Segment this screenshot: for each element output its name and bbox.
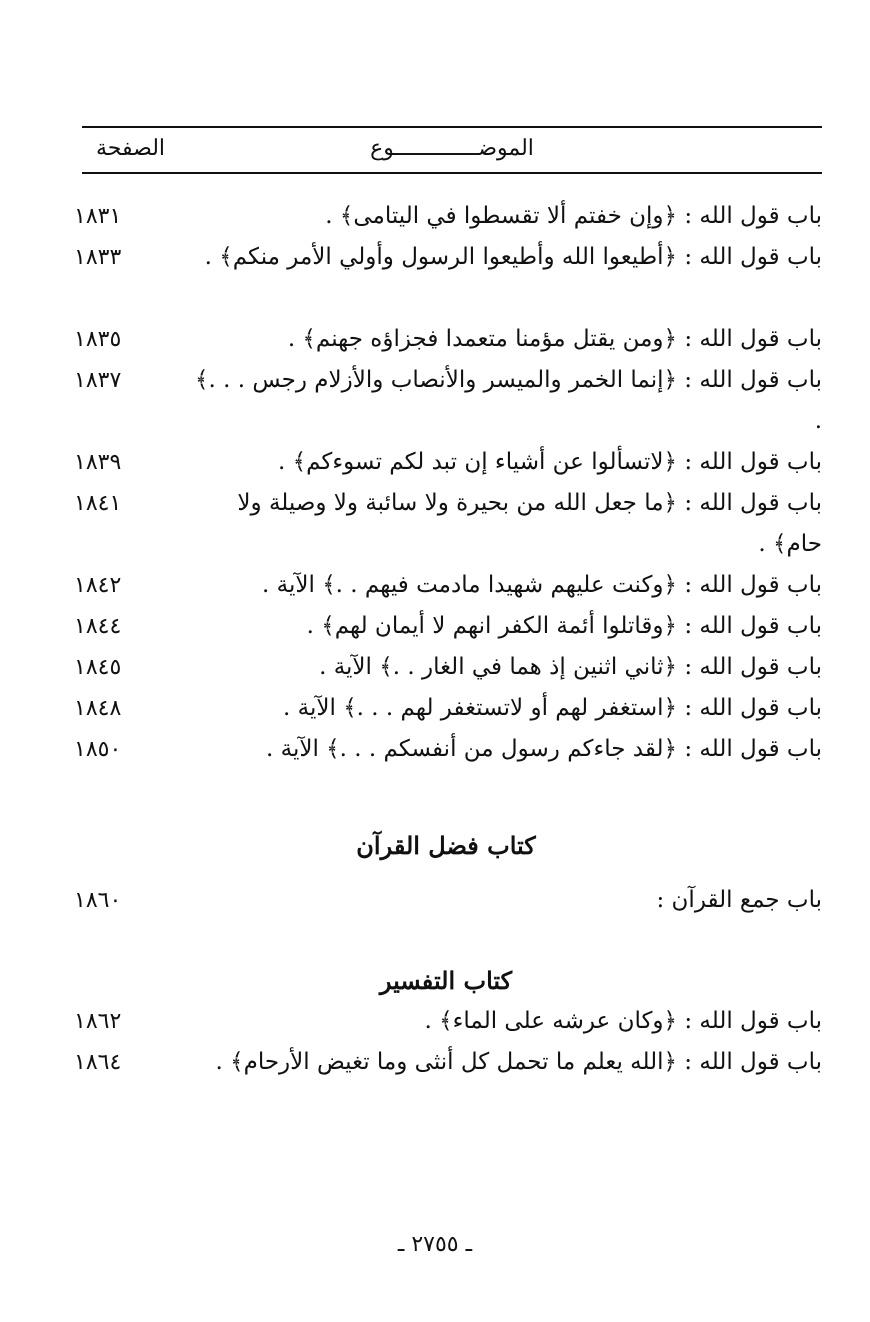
index-entry bbox=[70, 565, 822, 606]
entry-page: ١٨٤٢ bbox=[74, 573, 122, 598]
entry-page: ١٨٣٣ bbox=[74, 245, 122, 270]
entry-text: باب قول الله : ﴿ومن يقتل مؤمنا متعمدا فجزاؤه جهنم﴾ . bbox=[287, 326, 822, 352]
index-entry bbox=[70, 880, 822, 921]
index-entry bbox=[70, 237, 822, 319]
index-entry bbox=[70, 1001, 822, 1042]
entry-text: باب جمع القرآن : bbox=[656, 887, 822, 913]
entry-text: باب قول الله : ﴿وقاتلوا أئمة الكفر انهم لا أيمان لهم﴾ . bbox=[306, 613, 822, 639]
index-entry bbox=[70, 729, 822, 770]
book-title: كتاب التفسير bbox=[379, 966, 513, 995]
entry-text: باب قول الله : ﴿الله يعلم ما تحمل كل أنثى وما تغيض الأرحام﴾ . bbox=[215, 1049, 822, 1075]
entry-text: باب قول الله : ﴿إنما الخمر والميسر والأنصاب والأزلام رجس . . .﴾ . bbox=[195, 367, 822, 434]
entry-page: ١٨٤١ bbox=[74, 491, 122, 516]
index-content bbox=[70, 196, 822, 1124]
index-entry bbox=[70, 483, 822, 565]
entry-text: باب قول الله : ﴿ثاني اثنين إذ هما في الغار . .﴾ الآية . bbox=[319, 654, 822, 680]
entry-text: باب قول الله : ﴿لاتسألوا عن أشياء إن تبد لكم تسوءكم﴾ . bbox=[278, 449, 822, 475]
book-title: كتاب فضل القرآن bbox=[356, 831, 536, 860]
index-entry bbox=[70, 442, 822, 483]
entry-page: ١٨٣٧ bbox=[74, 368, 122, 393]
entry-page: ١٨٤٨ bbox=[74, 696, 122, 721]
entry-text: باب قول الله : ﴿أطيعوا الله وأطيعوا الرسول وأولي الأمر منكم﴾ . bbox=[204, 244, 822, 270]
entry-page: ١٨٣٥ bbox=[74, 327, 122, 352]
entry-text: باب قول الله : ﴿وإن خفتم ألا تقسطوا في اليتامى﴾ . bbox=[325, 203, 822, 229]
table-header bbox=[82, 126, 822, 174]
index-entry bbox=[70, 196, 822, 237]
entry-text: باب قول الله : ﴿وكنت عليهم شهيدا مادمت فيهم . .﴾ الآية . bbox=[262, 572, 822, 598]
entry-page: ١٨٦٠ bbox=[74, 888, 122, 913]
entry-text: باب قول الله : ﴿ما جعل الله من بحيرة ولا سائبة ولا وصيلة ولا حام﴾ . bbox=[237, 490, 822, 557]
index-entry bbox=[70, 606, 822, 647]
topic-column-label: الموضـــــــــــــوع bbox=[370, 136, 534, 161]
entry-text: باب قول الله : ﴿لقد جاءكم رسول من أنفسكم . . .﴾ الآية . bbox=[266, 736, 822, 762]
entry-page: ١٨٦٢ bbox=[74, 1009, 122, 1034]
index-entry bbox=[70, 1042, 822, 1124]
index-entry bbox=[70, 688, 822, 729]
entry-text: باب قول الله : ﴿استغفر لهم أو لاتستغفر لهم . . .﴾ الآية . bbox=[283, 695, 822, 721]
page-number: ـ ٢٧٥٥ ـ bbox=[397, 1232, 473, 1257]
entry-page: ١٨٤٤ bbox=[74, 614, 122, 639]
entry-text: باب قول الله : ﴿وكان عرشه على الماء﴾ . bbox=[424, 1008, 822, 1034]
entry-page: ١٨٣١ bbox=[74, 204, 122, 229]
index-entry bbox=[70, 360, 822, 442]
index-entry bbox=[70, 647, 822, 688]
page-column-label: الصفحة bbox=[96, 136, 166, 161]
entry-page: ١٨٣٩ bbox=[74, 450, 122, 475]
entry-page: ١٨٦٤ bbox=[74, 1050, 122, 1075]
entry-page: ١٨٤٥ bbox=[74, 655, 122, 680]
index-entry bbox=[70, 319, 822, 360]
entry-page: ١٨٥٠ bbox=[74, 737, 122, 762]
